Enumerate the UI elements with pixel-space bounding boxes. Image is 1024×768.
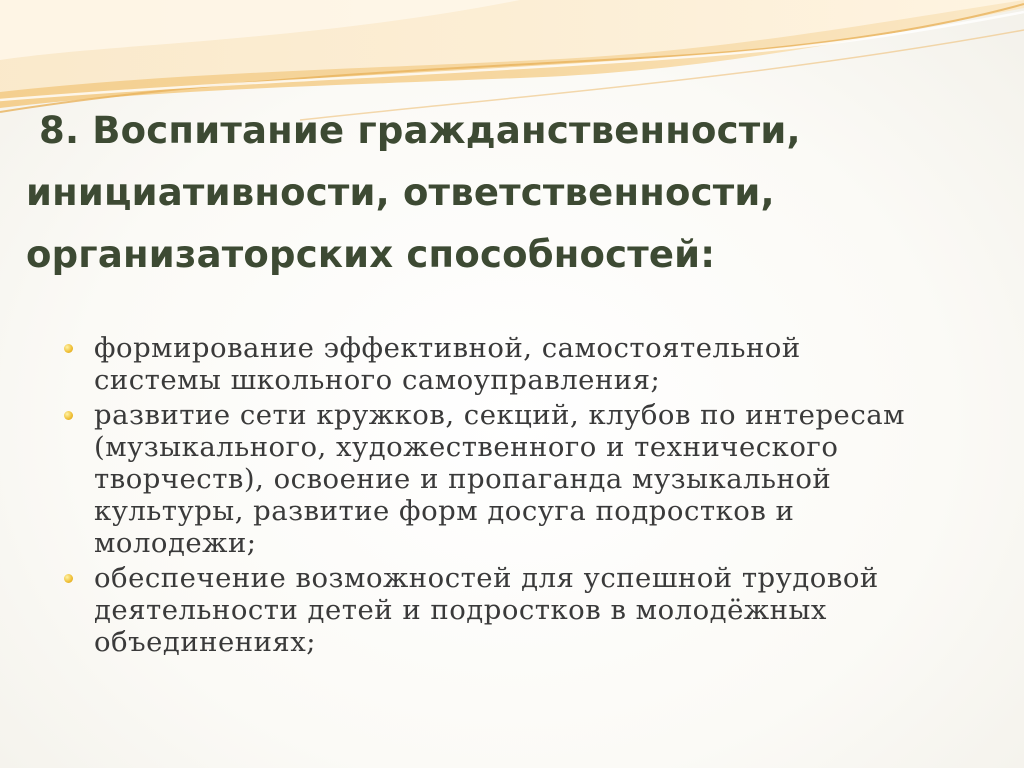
list-item	[62, 399, 962, 559]
bullet-line: формирование эффективной, самостоятельной	[94, 332, 801, 364]
bullet-line: обеспечение возможностей для успешной трудовой	[94, 562, 879, 594]
bullet-line: системы школьного самоуправления;	[94, 364, 661, 396]
bullet-icon	[64, 411, 73, 420]
title-line: 8. Воспитание гражданственности,	[39, 109, 801, 152]
bullet-line: молодежи;	[94, 527, 257, 559]
bullet-line: объединениях;	[94, 626, 317, 658]
bullet-icon	[64, 344, 73, 353]
list-item	[62, 562, 962, 658]
bullet-icon	[64, 574, 73, 583]
bullet-list	[62, 332, 962, 661]
bullet-line: деятельности детей и подростков в молодёжных	[94, 594, 827, 626]
title-line: организаторских способностей:	[26, 233, 716, 276]
bullet-line: культуры, развитие форм досуга подростков и	[94, 495, 795, 527]
slide-title	[26, 100, 986, 286]
bullet-text	[94, 399, 962, 559]
bullet-line: творчеств), освоение и пропаганда музыкальной	[94, 463, 832, 495]
list-item	[62, 332, 962, 396]
bullet-text	[94, 562, 962, 658]
bullet-text	[94, 332, 962, 396]
title-line: инициативности, ответственности,	[26, 171, 775, 214]
bullet-line: (музыкального, художественного и технического	[94, 431, 839, 463]
bullet-line: развитие сети кружков, секций, клубов по интересам	[94, 399, 906, 431]
